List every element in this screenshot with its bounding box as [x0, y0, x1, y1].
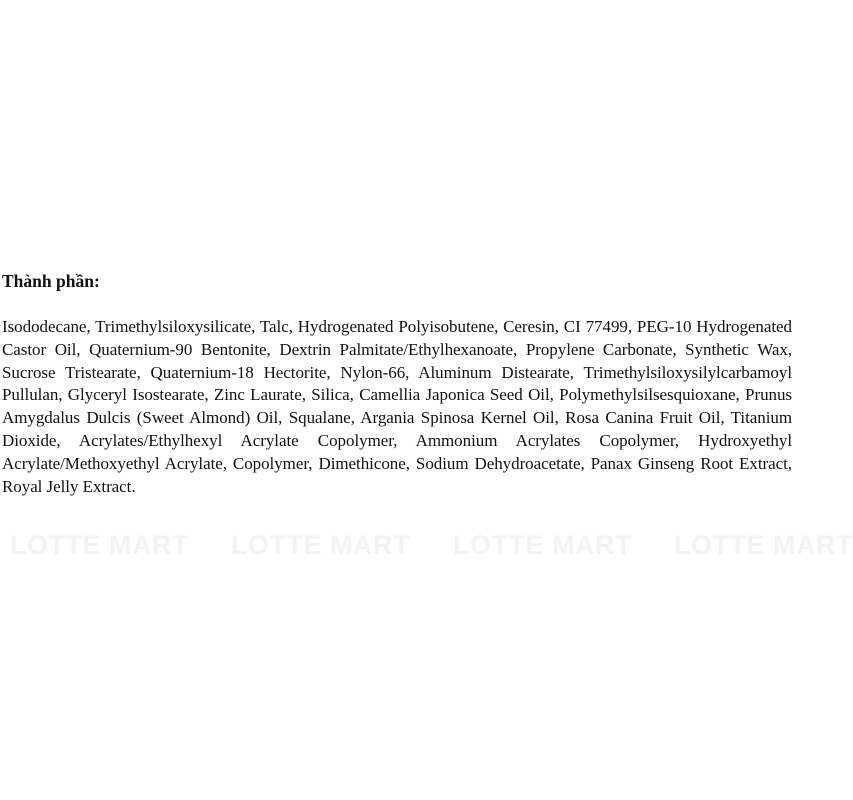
watermark-row [0, 528, 853, 562]
ingredients-heading: Thành phần: [2, 271, 100, 291]
ingredients-list: Isododecane, Trimethylsiloxysilicate, Talc, Hydrogenated Polyisobutene, Ceresin, CI 77499, PEG-10 Hydrogenated Castor Oil, Quaternium-90 Bentonite, Dextrin Palmitate/Ethylhexanoate, Propylene Carbonate, Synthetic Wax, Sucrose Tristearate, Quaternium-18 Hectorite, Nylon-66, Aluminum Distearate, Trimethylsiloxysilylcarbamoyl Pullulan, Glyceryl Isostearate, Zinc Laurate, Silica, Camellia Japonica Seed Oil, Polymethylsilsesquioxane, Prunus Amygdalus Dulcis (Sweet Almond) Oil, Squalane, Argania Spinosa Kernel Oil, Rosa Canina Fruit Oil, Titanium Dioxide, Acrylates/Ethylhexyl Acrylate Copolymer, Ammonium Acrylates Copolymer, Hydroxyethyl Acrylate/Methoxyethyl Acrylate, Copolymer, Dimethicone, Sodium Dehydroacetate, Panax Ginseng Root Extract, Royal Jelly Extract. [2, 317, 792, 496]
watermark-logo: LOTTE MART [674, 530, 853, 560]
watermark-logo: LOTTE MART [10, 530, 189, 560]
watermark-logo: LOTTE MART [231, 530, 410, 560]
watermark-logo: LOTTE MART [453, 530, 632, 560]
